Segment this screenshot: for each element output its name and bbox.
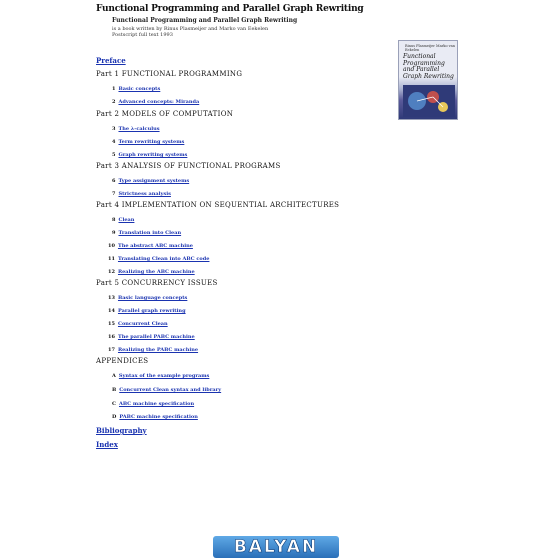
chapter-link[interactable]: PABC machine specification	[119, 414, 198, 420]
chapter-link[interactable]: Realizing the PABC machine	[117, 347, 199, 353]
part-heading: Part 4 IMPLEMENTATION ON SEQUENTIAL ARCHITECTURES	[96, 201, 340, 209]
chapter-link[interactable]: The abstract ABC machine	[117, 243, 193, 249]
chapter-number: 8	[112, 217, 116, 223]
chapter-number: C	[112, 401, 116, 407]
chapter-item	[108, 306, 186, 316]
chapter-item	[112, 84, 160, 94]
book-subtitle: Functional Programming and Parallel Graph Rewriting	[112, 17, 298, 24]
chapter-link[interactable]: Type assignment systems	[118, 178, 190, 184]
chapter-number: 1	[112, 86, 116, 92]
chapter-link[interactable]: Concurrent Clean	[117, 321, 168, 327]
chapter-number: 10	[108, 243, 115, 249]
part-heading: Part 3 ANALYSIS OF FUNCTIONAL PROGRAMS	[96, 162, 281, 170]
chapter-link[interactable]: Translating Clean into ABC code	[117, 256, 210, 262]
watermark-text: BALYAN	[233, 537, 319, 557]
part-heading: Part 5 CONCURRENCY ISSUES	[96, 279, 218, 287]
chapter-item	[108, 254, 209, 264]
chapter-number: B	[112, 387, 117, 393]
chapter-link[interactable]: Advanced concepts: Miranda	[118, 99, 200, 105]
chapter-item	[112, 228, 181, 238]
chapter-number: A	[112, 373, 116, 379]
chapter-link[interactable]: Basic concepts	[118, 86, 161, 92]
cover-artwork	[403, 85, 455, 117]
chapter-number: 5	[112, 152, 116, 158]
chapter-item	[112, 150, 187, 160]
chapter-item	[112, 385, 221, 395]
chapter-item	[112, 189, 171, 199]
chapter-link[interactable]: Graph rewriting systems	[118, 152, 188, 158]
chapter-link[interactable]: Basic language concepts	[117, 295, 188, 301]
chapter-link[interactable]: Translation into Clean	[118, 230, 182, 236]
book-description-line: is a book written by Rinus Plasmeijer and Marko van Eekelen	[112, 26, 269, 32]
chapter-number: 7	[112, 191, 116, 197]
cover-authors: Rinus Plasmeijer Marko van Eekelen	[405, 44, 455, 52]
chapter-number: 16	[108, 334, 115, 340]
chapter-item	[112, 399, 194, 409]
index-link[interactable]: Index	[96, 440, 118, 449]
chapter-link[interactable]: The parallel PABC machine	[117, 334, 195, 340]
chapter-item	[112, 215, 134, 225]
chapter-number: 11	[108, 256, 115, 262]
chapter-item	[108, 345, 198, 355]
book-cover-image[interactable]	[398, 40, 458, 120]
chapter-link[interactable]: Term rewriting systems	[118, 139, 185, 145]
preface-link[interactable]: Preface	[96, 56, 126, 65]
chapter-item	[108, 241, 193, 251]
chapter-link[interactable]: Strictness analysis	[118, 191, 171, 197]
chapter-item	[108, 267, 195, 277]
part-heading: APPENDICES	[96, 357, 149, 365]
chapter-number: 15	[108, 321, 115, 327]
chapter-item	[108, 293, 187, 303]
watermark-banner	[213, 536, 339, 558]
chapter-item	[112, 176, 189, 186]
bibliography-link[interactable]: Bibliography	[96, 426, 147, 435]
chapter-link[interactable]: Realizing the ABC machine	[117, 269, 195, 275]
chapter-link[interactable]: Concurrent Clean syntax and library	[119, 387, 222, 393]
chapter-item	[108, 332, 195, 342]
chapter-item	[112, 412, 198, 422]
chapter-number: 4	[112, 139, 116, 145]
chapter-link[interactable]: ABC machine specification	[118, 401, 195, 407]
chapter-item	[112, 137, 184, 147]
chapter-item	[112, 97, 199, 107]
chapter-number: 17	[108, 347, 115, 353]
chapter-number: 3	[112, 126, 116, 132]
part-heading: Part 2 MODELS OF COMPUTATION	[96, 110, 234, 118]
page-title: Functional Programming and Parallel Graph Rewriting	[96, 4, 364, 14]
chapter-number: 9	[112, 230, 116, 236]
chapter-number: 14	[108, 308, 115, 314]
chapter-link[interactable]: Parallel graph rewriting	[117, 308, 186, 314]
chapter-number: 12	[108, 269, 115, 275]
part-heading: Part 1 FUNCTIONAL PROGRAMMING	[96, 70, 243, 78]
chapter-link[interactable]: The λ-calculus	[118, 126, 160, 132]
chapter-link[interactable]: Syntax of the example programs	[118, 373, 210, 379]
chapter-link[interactable]: Clean	[118, 217, 135, 223]
chapter-item	[108, 319, 168, 329]
chapter-item	[112, 371, 209, 381]
chapter-number: 2	[112, 99, 116, 105]
chapter-number: 13	[108, 295, 115, 301]
chapter-item	[112, 124, 160, 134]
cover-title: Functional Programming and Parallel Graph Rewriting	[403, 53, 454, 80]
chapter-number: 6	[112, 178, 116, 184]
book-description-line: Postscript full text 1993	[112, 32, 173, 38]
chapter-number: D	[112, 414, 117, 420]
